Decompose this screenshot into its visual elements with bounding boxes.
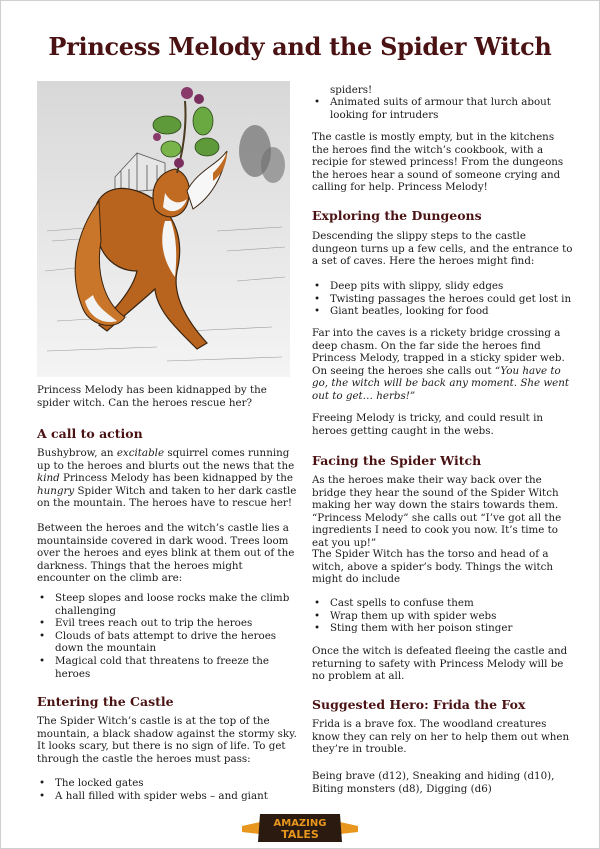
heading-call-to-action: A call to action [37, 426, 143, 441]
call-to-action-paragraph-2: Between the heroes and the witch’s castle lies a mountainside covered in dark wood. Trees loom over the heroes and eyes blink at them out of the darkness. Things that the heroes might encounter on the climb are: [37, 522, 295, 585]
climb-encounters-list [37, 592, 297, 680]
dungeons-paragraph-1: Descending the slippy steps to the castle dungeon turns up a few cells, and the entrance to a set of caves. Here the heroes might find: [312, 230, 573, 268]
witch-actions-list [312, 597, 574, 635]
list-item: • Twisting passages the heroes could get lost in [312, 293, 574, 306]
list-item: • Steep slopes and loose rocks make the climb challenging [37, 592, 297, 617]
list-item: • Clouds of bats attempt to drive the heroes down the mountain [37, 630, 297, 655]
facing-witch-paragraph-3: Once the witch is defeated fleeing the castle and returning to safety with Princess Melody will be no problem at all. [312, 645, 568, 683]
facing-witch-paragraph-1: As the heroes make their way back over the bridge they hear the sound of the Spider Witch making her way down the stairs towards them. “Princess Melody” she calls out “I’ve got all the ingredients I need to cook you now. It’s time to eat you up!” [312, 474, 562, 549]
castle-obstacles-list-part-2 [312, 96, 574, 121]
dungeons-paragraph-3: Freeing Melody is tricky, and could result in heroes getting caught in the webs. [312, 412, 544, 437]
page-title: Princess Melody and the Spider Witch [48, 32, 552, 61]
dungeons-paragraph-2: Far into the caves is a rickety bridge crossing a deep chasm. On the far side the heroes find Princess Melody, trapped in a sticky spider web. On seeing the heroes she calls out “You have to go, the witch will be back any moment. She went out to get… herbs!” [312, 327, 570, 402]
entering-castle-paragraph-2: The castle is mostly empty, but in the kitchens the heroes find the witch’s cookbook, with a recipie for stewed princess! From the dungeons the heroes hear a sound of someone crying and calling for help. Princess Melody! [312, 131, 564, 194]
logo-line-1: AMAZING [273, 818, 327, 829]
heading-exploring-dungeons: Exploring the Dungeons [312, 208, 482, 223]
heading-suggested-hero: Suggested Hero: Frida the Fox [312, 697, 526, 712]
logo-svg [238, 812, 362, 844]
castle-obstacles-list-part-1 [37, 777, 297, 802]
heading-entering-castle: Entering the Castle [37, 694, 174, 709]
entering-castle-paragraph-1: The Spider Witch’s castle is at the top of the mountain, a black shadow against the stormy sky. It looks scary, but there is no sign of life. To get through the castle the heroes must pass: [37, 715, 297, 765]
amazing-tales-logo [238, 812, 362, 844]
list-item: • Wrap them up with spider webs [312, 610, 574, 623]
list-item: • Sting them with her poison stinger [312, 622, 574, 635]
logo-line-2: TALES [281, 828, 319, 841]
list-item: • Animated suits of armour that lurch about looking for intruders [312, 96, 574, 121]
list-item: • A hall filled with spider webs – and giant [37, 790, 297, 803]
list-item: • Deep pits with slippy, slidy edges [312, 280, 574, 293]
facing-witch-paragraph-2: The Spider Witch has the torso and head of a witch, above a spider’s body. Things the witch might do include [312, 548, 554, 586]
castle-obstacles-continuation: spiders! [330, 84, 373, 96]
list-item: • Magical cold that threatens to freeze the heroes [37, 655, 297, 680]
suggested-hero-paragraph-1: Frida is a brave fox. The woodland creatures know they can rely on her to help them out when they’re in trouble. [312, 718, 570, 756]
list-item: • Cast spells to confuse them [312, 597, 574, 610]
dungeon-findings-list [312, 280, 574, 318]
call-to-action-paragraph-1: Bushybrow, an excitable squirrel comes running up to the heroes and blurts out the news that the kind Princess Melody has been kidnapped by the hungry Spider Witch and taken to her dark castle on the mountain. The heroes have to rescue her! [37, 447, 297, 510]
list-item: • Evil trees reach out to trip the heroes [37, 617, 297, 630]
image-caption: Princess Melody has been kidnapped by the spider witch. Can the heroes rescue her? [37, 384, 267, 409]
heading-facing-spider-witch: Facing the Spider Witch [312, 453, 482, 468]
list-item: • The locked gates [37, 777, 297, 790]
hero-traits: Being brave (d12), Sneaking and hiding (d10), Biting monsters (d8), Digging (d6) [312, 770, 555, 795]
fox-illustration [37, 81, 290, 377]
fox-illustration-svg [37, 81, 290, 377]
list-item: • Giant beatles, looking for food [312, 305, 574, 318]
